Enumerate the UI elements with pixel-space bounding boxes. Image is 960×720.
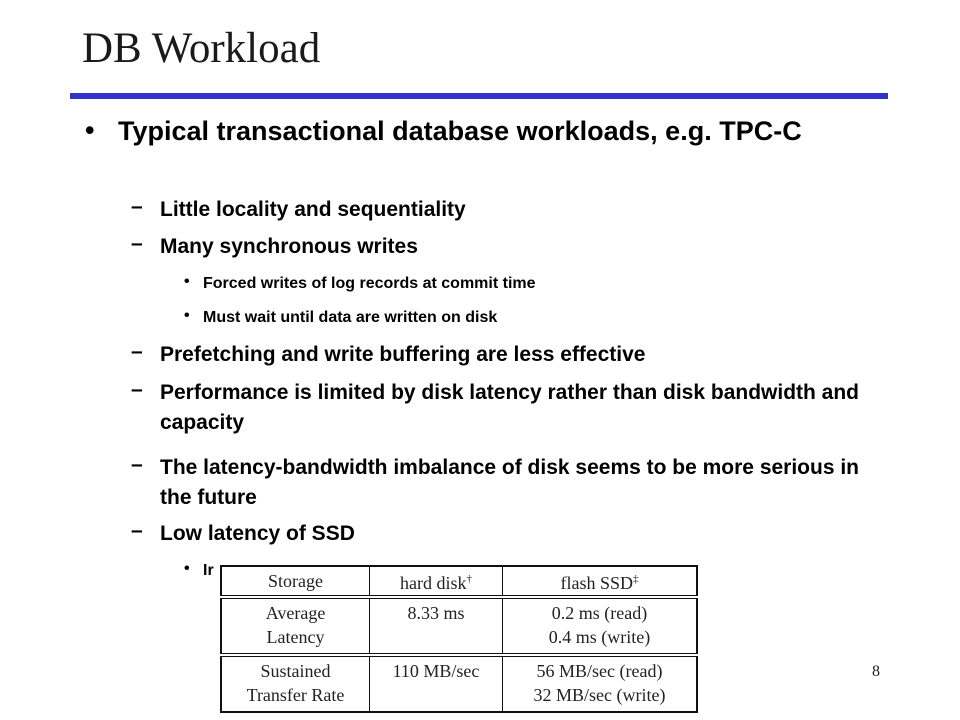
table-header-cell — [370, 566, 503, 597]
latency-table — [220, 565, 698, 713]
sub-bullet-prefetching: Prefetching and write buffering are less effective — [160, 343, 646, 366]
hard-disk-latency: 8.33 ms — [407, 603, 465, 623]
dash-marker: – — [131, 195, 143, 218]
row-label-latency: Average Latency — [265, 603, 326, 647]
hard-disk-transfer: 110 MB/sec — [392, 661, 480, 681]
table-row — [221, 597, 697, 655]
sub-sub-bullet-must-wait: Must wait until data are written on disk — [203, 309, 498, 326]
table-cell — [370, 655, 503, 712]
dash-marker: – — [131, 232, 143, 255]
dash-marker: – — [131, 519, 143, 542]
table-cell — [370, 597, 503, 655]
header-flash-ssd: flash SSD — [560, 573, 633, 593]
dagger-mark: † — [466, 573, 472, 585]
bullet-marker: • — [184, 560, 190, 577]
ssd-read-transfer: 56 MB/sec (read) — [536, 661, 663, 681]
table-header-cell — [503, 566, 698, 597]
sub-sub-bullet-forced-writes: Forced writes of log records at commit time — [203, 275, 536, 292]
table-cell — [221, 597, 370, 655]
dash-marker: – — [131, 340, 143, 363]
slide-title: DB Workload — [82, 25, 321, 72]
sub-bullet-imbalance: The latency-bandwidth imbalance of disk seems to be more serious in the future — [160, 456, 860, 509]
latency-table-image — [220, 565, 698, 713]
table-cell — [221, 655, 370, 712]
sub-bullet-locality: Little locality and sequentiality — [160, 198, 466, 221]
bullet-marker: • — [85, 115, 95, 145]
double-dagger-mark: ‡ — [633, 573, 639, 585]
sub-bullet-performance: Performance is limited by disk latency rather than disk bandwidth and capacity — [160, 381, 860, 434]
dash-marker: – — [131, 378, 143, 401]
table-row — [221, 655, 697, 712]
sub-bullet-ssd-latency: Low latency of SSD — [160, 522, 355, 545]
table-cell — [503, 655, 698, 712]
sub-sub-bullet-partial: Ir — [203, 562, 214, 579]
bullet-marker: • — [184, 273, 190, 290]
header-storage: Storage — [268, 571, 323, 591]
table-header-row — [221, 566, 697, 597]
main-bullet: Typical transactional database workloads, e.g. TPC-C — [118, 116, 802, 146]
row-label-transfer-rate: Sustained Transfer Rate — [246, 661, 345, 705]
dash-marker: – — [131, 453, 143, 476]
sub-bullet-sync-writes: Many synchronous writes — [160, 235, 418, 258]
page-number: 8 — [872, 663, 880, 680]
table-cell — [503, 597, 698, 655]
ssd-write-latency: 0.4 ms (write) — [548, 627, 651, 647]
table-header-cell — [221, 566, 370, 597]
ssd-read-latency: 0.2 ms (read) — [551, 603, 648, 623]
ssd-write-transfer: 32 MB/sec (write) — [533, 685, 666, 705]
bullet-marker: • — [184, 307, 190, 324]
header-hard-disk: hard disk — [400, 573, 467, 593]
